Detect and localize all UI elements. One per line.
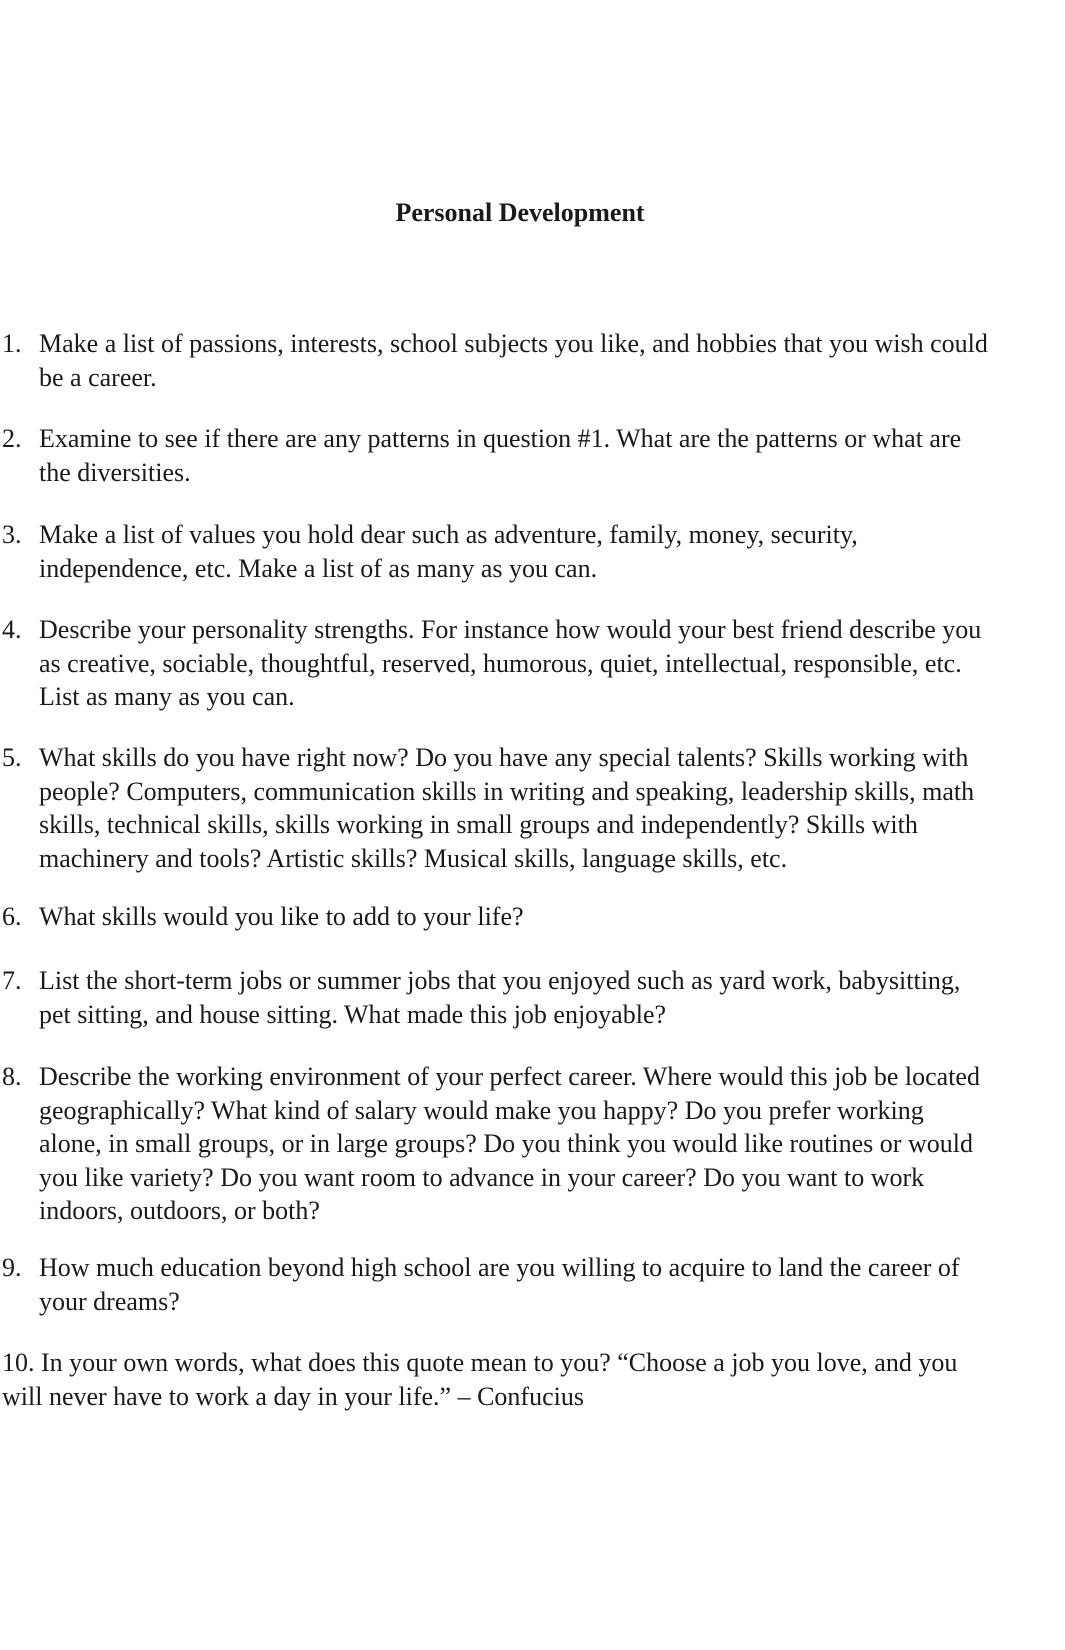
question-text-line: Describe your personality strengths. For instance how would your best friend describe you xyxy=(39,615,982,644)
question-10 xyxy=(0,1346,1065,1413)
question-text-line: Examine to see if there are any patterns in question #1. What are the patterns or what are xyxy=(39,424,962,453)
question-text-line: the diversities. xyxy=(39,457,191,487)
question-5 xyxy=(0,741,1065,875)
question-text-line: List as many as you can. xyxy=(39,682,295,711)
question-text-line: What skills do you have right now? Do you have any special talents? Skills working with xyxy=(39,743,969,772)
question-7 xyxy=(0,964,1065,1031)
question-1 xyxy=(0,327,1065,394)
question-8 xyxy=(0,1060,1065,1228)
question-text-line: skills, technical skills, skills working in small groups and independently? Skills with xyxy=(39,810,918,839)
question-text-line: 10. In your own words, what does this quote mean to you? “Choose a job you love, and you xyxy=(2,1348,958,1377)
question-number: 9. xyxy=(2,1253,22,1282)
question-9 xyxy=(0,1251,1065,1318)
question-3 xyxy=(0,518,1065,585)
question-number: 8. xyxy=(2,1062,22,1091)
question-4 xyxy=(0,613,1065,714)
question-text-line: will never have to work a day in your life.” – Confucius xyxy=(2,1381,584,1411)
question-number: 3. xyxy=(2,520,22,549)
question-text-line: Make a list of passions, interests, school subjects you like, and hobbies that you wish could xyxy=(39,329,988,358)
question-text-line: your dreams? xyxy=(39,1286,180,1316)
question-number: 1. xyxy=(2,329,22,358)
question-number: 5. xyxy=(2,743,22,772)
question-text-line: you like variety? Do you want room to advance in your career? Do you want to work xyxy=(39,1162,925,1192)
question-6 xyxy=(0,900,1065,934)
question-text-line: Make a list of values you hold dear such as adventure, family, money, security, xyxy=(39,520,858,549)
question-number: 6. xyxy=(2,902,22,931)
question-number: 7. xyxy=(2,966,22,995)
question-text-line: indoors, outdoors, or both? xyxy=(39,1196,320,1225)
question-number: 2. xyxy=(2,424,22,453)
question-text-line: geographically? What kind of salary would make you happy? Do you prefer working xyxy=(39,1095,924,1125)
question-text-line: machinery and tools? Artistic skills? Musical skills, language skills, etc. xyxy=(39,843,788,873)
question-2 xyxy=(0,422,1065,489)
question-text-line: pet sitting, and house sitting. What made this job enjoyable? xyxy=(39,999,667,1029)
question-text-line: independence, etc. Make a list of as many as you can. xyxy=(39,553,598,583)
question-text-line: alone, in small groups, or in large groups? Do you think you would like routines or would xyxy=(39,1129,973,1158)
question-text-line: What skills would you like to add to your life? xyxy=(39,902,524,931)
question-text-line: How much education beyond high school are you willing to acquire to land the career of xyxy=(39,1253,960,1282)
question-text-line: Describe the working environment of your perfect career. Where would this job be located xyxy=(39,1062,980,1091)
question-text-line: as creative, sociable, thoughtful, reserved, humorous, quiet, intellectual, responsible, etc. xyxy=(39,648,962,678)
question-text-line: people? Computers, communication skills in writing and speaking, leadership skills, math xyxy=(39,776,975,806)
question-text-line: be a career. xyxy=(39,362,157,392)
question-text-line: List the short-term jobs or summer jobs that you enjoyed such as yard work, babysitting, xyxy=(39,966,961,995)
page-title: Personal Development xyxy=(395,198,645,227)
question-number: 4. xyxy=(2,615,22,644)
